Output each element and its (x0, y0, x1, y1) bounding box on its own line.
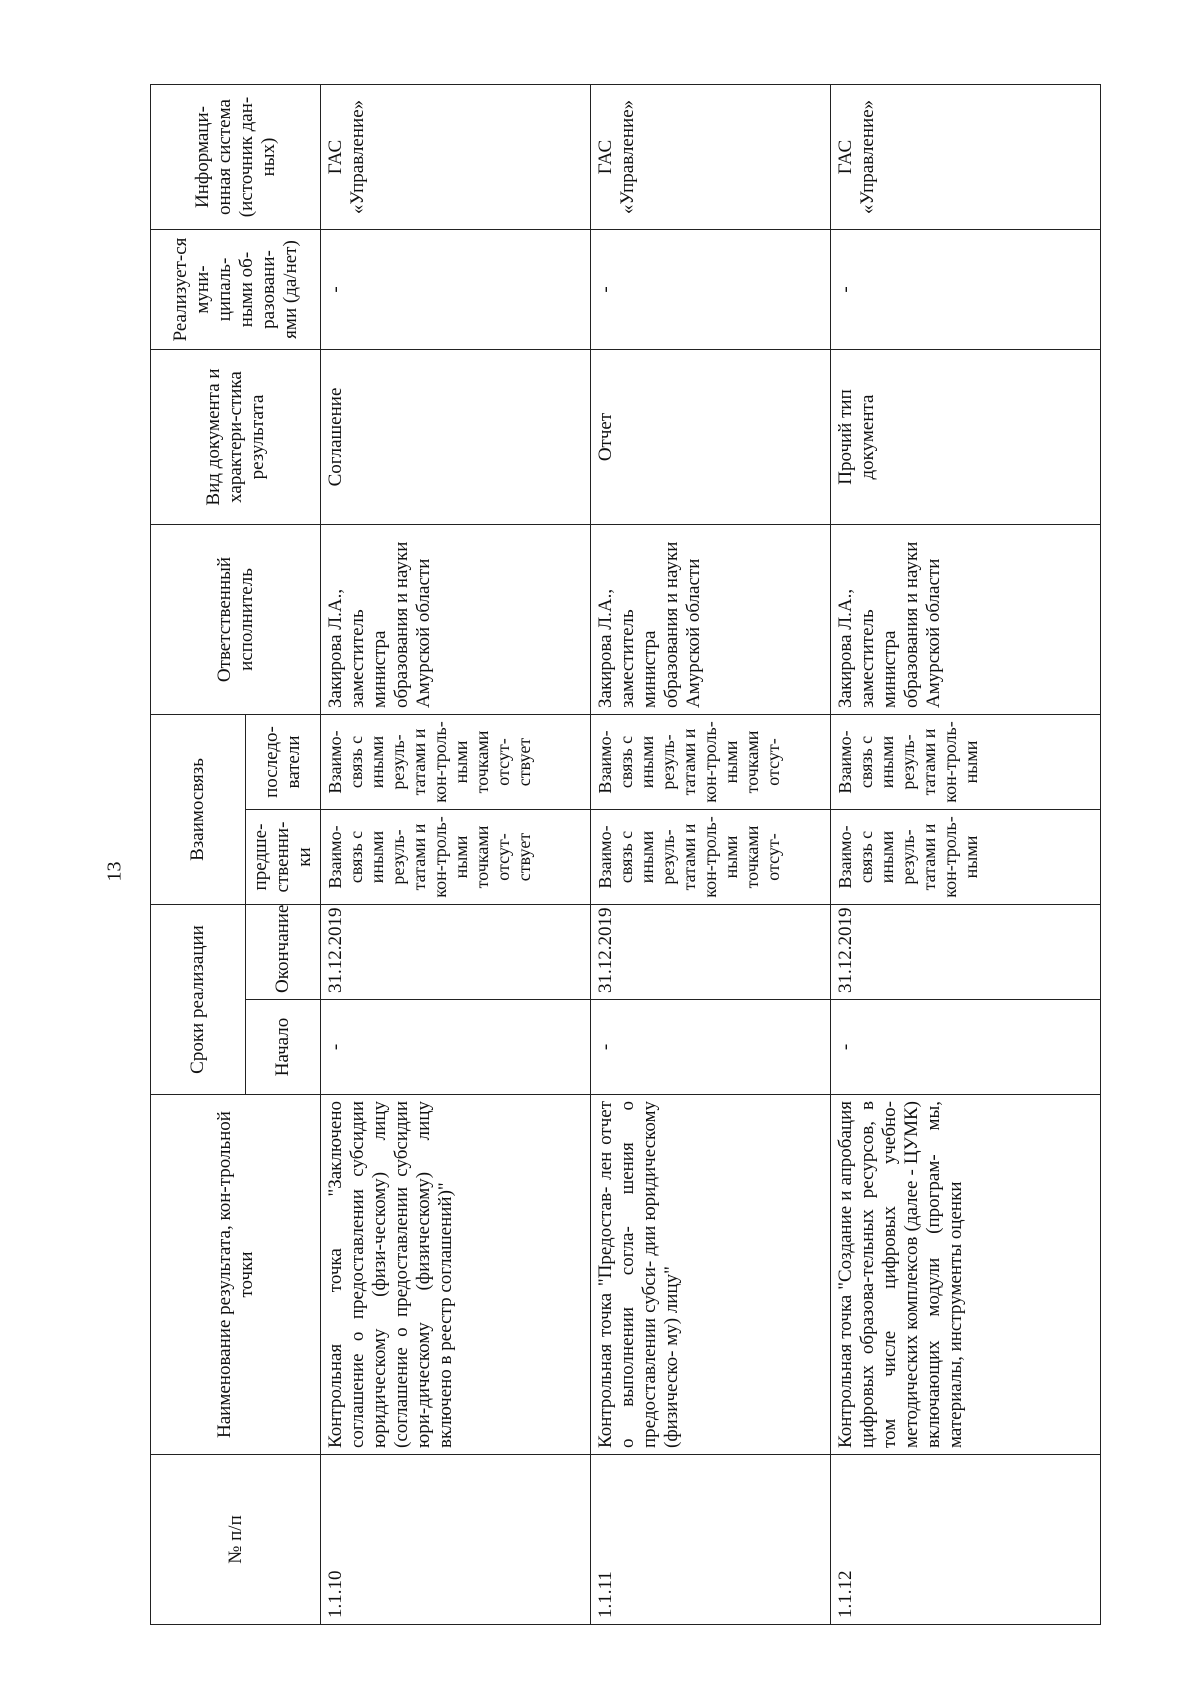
row-doc: Соглашение (321, 350, 591, 525)
row-num: 1.1.10 (321, 1455, 591, 1625)
header-start: Начало (246, 1000, 321, 1095)
header-doc: Вид документа и характери-стика результата (151, 350, 321, 525)
row-num: 1.1.11 (591, 1455, 831, 1625)
row-end: 31.12.2019 (831, 905, 1101, 1000)
row-system: ГАС «Управление» (321, 85, 591, 230)
table-row (321, 85, 591, 1625)
header-end: Окончание (246, 905, 321, 1000)
row-name: Контрольная точка "Заключено соглашение о предоставлении субсидии юридическому (физи-ческому) лицу (соглашение о предоставлении субсидии юри-дическому (физическому) лицу включено в реестр соглашений)" (321, 1095, 591, 1455)
header-row-1 (151, 85, 246, 1625)
row-successors: Взаимо-связь с иными резуль-татами и кон-троль-ными точками отсут- (591, 715, 831, 810)
row-num: 1.1.12 (831, 1455, 1101, 1625)
table-row (591, 85, 831, 1625)
row-predecessors: Взаимо-связь с иными резуль-татами и кон-троль-ными точками отсут-ствует (321, 810, 591, 905)
row-responsible: Закирова Л.А., заместитель министра образования и науки Амурской области (321, 525, 591, 715)
rotated-table-container (150, 85, 1100, 1625)
header-num: № п/п (151, 1455, 321, 1625)
row-realized: - (321, 230, 591, 350)
row-system: ГАС «Управление» (591, 85, 831, 230)
row-doc: Отчет (591, 350, 831, 525)
row-name: Контрольная точка "Предостав- лен отчет о выполнении согла- шения о предоставлении субси- дии юридическому (физическо- му) лицу" (591, 1095, 831, 1455)
table-row (831, 85, 1101, 1625)
row-predecessors: Взаимо-связь с иными резуль-татами и кон-троль-ными точками отсут- (591, 810, 831, 905)
row-successors: Взаимо-связь с иными резуль-татами и кон-троль-ными (831, 715, 1101, 810)
results-table (150, 84, 1101, 1625)
row-start: - (321, 1000, 591, 1095)
header-name: Наименование результата, кон-трольной точки (151, 1095, 321, 1455)
row-start: - (591, 1000, 831, 1095)
header-successors: последо-ватели (246, 715, 321, 810)
row-start: - (831, 1000, 1101, 1095)
row-realized: - (831, 230, 1101, 350)
row-successors: Взаимо-связь с иными резуль-татами и кон-троль-ными точками отсут-ствует (321, 715, 591, 810)
row-doc: Прочий тип документа (831, 350, 1101, 525)
row-system: ГАС «Управление» (831, 85, 1101, 230)
row-end: 31.12.2019 (591, 905, 831, 1000)
header-realized: Реализует-ся муни-ципаль-ными об-разовани-ями (да/нет) (151, 230, 321, 350)
header-predecessors: предше-ственни-ки (246, 810, 321, 905)
row-end: 31.12.2019 (321, 905, 591, 1000)
header-relation: Взаимосвязь (151, 715, 246, 905)
page-number: 13 (103, 861, 126, 882)
header-responsible: Ответственный исполнитель (151, 525, 321, 715)
row-responsible: Закирова Л.А., заместитель министра образования и науки Амурской области (831, 525, 1101, 715)
row-responsible: Закирова Л.А., заместитель министра образования и науки Амурской области (591, 525, 831, 715)
header-period: Сроки реализации (151, 905, 246, 1095)
row-predecessors: Взаимо-связь с иными резуль-татами и кон-троль-ными (831, 810, 1101, 905)
header-system: Информаци-онная система (источник дан-ных) (151, 85, 321, 230)
row-name: Контрольная точка "Создание и апробация цифровых образова-тельных ресурсов, в том числе цифровых учебно-методических комплексов (далее - ЦУМК) включающих модули (програм- мы, материалы, инструменты оценки (831, 1095, 1101, 1455)
row-realized: - (591, 230, 831, 350)
